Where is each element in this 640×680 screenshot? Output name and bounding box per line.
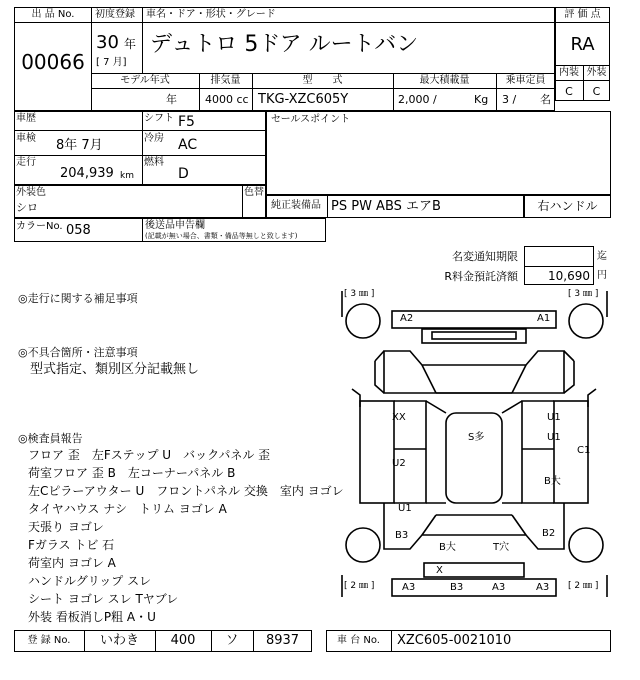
first-reg-label: 初度登録 [95,9,135,20]
capacity: 3 / [502,93,517,106]
lot-no: 00066 [21,50,85,74]
lot-no-label: 出 品 No. [31,9,75,20]
mark-u1-c: U1 [398,503,412,514]
first-reg-year-unit: 年 [124,37,137,51]
driving-header: ◎走行に関する補足事項 [18,292,138,305]
details-box [14,111,266,185]
interior-grade: C [565,85,573,98]
fuel-value: D [178,166,189,182]
reg-label: 登 録 No. [27,635,71,646]
reg-number: 8937 [265,633,300,648]
mark-u1-a: U1 [547,412,561,423]
mileage-value: 204,939 [60,166,114,181]
model: TKG-XZC605Y [258,92,349,107]
reg-kana: ソ [225,633,239,648]
model-year-unit: 年 [166,93,177,106]
fuel-label: 燃料 [144,157,164,168]
color-change-label: 色替 [244,187,264,198]
equipment: PS PW ABS エアB [331,199,441,214]
tire-front-left: [ 3 ㎜ ] [344,289,375,299]
vehicle-outline [340,289,611,601]
mark-x: X [436,565,443,576]
report-line: ハンドルグリップ スレ [28,574,152,588]
displacement-label: 排気量 [210,75,241,86]
ac-value: AC [178,137,198,153]
mileage-label: 走行 [16,157,36,168]
displacement: 4000 cc [205,93,249,106]
capacity-label: 乗車定員 [505,75,546,86]
tire-rear-left: [ 2 ㎜ ] [344,581,375,591]
aftermarket-note: (記載が無い場合、書類・備品等無しと致します) [145,232,298,240]
interior-label: 内装 [559,67,579,78]
mark-b-dai-right: B大 [544,476,561,487]
mark-b-dai-bottom: B大 [439,542,456,553]
notice-unit: 迄 [597,251,607,262]
reg-class: 400 [170,633,196,648]
recycle-value: 10,690 [548,269,590,283]
defects-line-1: 型式指定、類別区分記載無し [30,362,200,377]
shift-value: F5 [178,114,195,130]
handle: 右ハンドル [537,199,598,213]
exterior-grade: C [592,85,601,98]
mark-b2: B2 [542,528,556,539]
mark-b3-bottom: B3 [450,582,464,593]
mark-a2: A2 [400,313,414,324]
inspector-header: ◎検査員報告 [18,432,83,445]
model-label: 型 式 [302,75,343,86]
report-line: 天張り ヨゴレ [28,520,104,534]
mark-xx: XX [392,412,406,423]
report-line: 左Cピラーアウター U フロントパネル 交換 室内 ヨゴレ [28,484,344,498]
report-line: タイヤハウス ナシ トリム ヨゴレ A [28,502,227,516]
report-line: Fガラス トビ 石 [28,538,115,552]
recycle-label: R料金預託済額 [444,270,518,283]
chassis: XZC605-0021010 [397,633,512,648]
mark-u1-b: U1 [547,432,561,443]
aftermarket-label: 後送品申告欄 [145,220,205,231]
rating-label: 評 価 点 [564,9,601,20]
report-line: 荷室内 ヨゴレ A [28,556,116,570]
color-no: 058 [66,223,91,238]
damage-diagram [340,289,611,601]
mark-u2: U2 [392,458,406,469]
first-reg-month: [ 7 月] [96,57,127,68]
equipment-label: 純正装備品 [271,200,321,211]
report-line: 外装 看板消しP粗 A・U [28,610,156,624]
mark-a1: A1 [537,313,551,324]
notice-box [524,246,594,267]
mark-a3-right: A3 [536,582,550,593]
sales-point-label: セールスポイント [271,114,351,125]
ext-color-label: 外装色 [16,187,46,198]
color-no-label: カラーNo. [16,221,63,232]
report-line: フロア 歪 左Fステップ U バックパネル 歪 [28,448,271,462]
report-line: シート ヨゴレ スレ Tヤブレ [28,592,179,606]
max-load-unit: Kg [474,93,489,106]
mark-a3-left: A3 [402,582,416,593]
mark-s-multi: S多 [468,432,485,443]
first-reg-year: 30 [96,32,119,53]
mark-b3-left: B3 [395,530,409,541]
max-load-label: 最大積載量 [419,75,470,86]
shift-label: シフト [144,113,174,124]
ext-color: シロ [16,201,38,214]
history-label: 車歴 [16,113,36,124]
report-line: 荷室フロア 歪 B 左コーナーパネル B [28,466,236,480]
recycle-unit: 円 [597,270,607,281]
model-year-label: モデル年式 [120,75,170,86]
notice-label: 名変通知期限 [452,250,518,263]
reg-area: いわき [99,633,139,648]
tire-rear-right: [ 2 ㎜ ] [568,581,599,591]
inspection-label: 車検 [16,133,36,144]
ext-color-box [14,185,266,218]
mark-t-ana: T穴 [493,542,510,553]
capacity-unit: 名 [540,93,551,106]
car-name-label: 車名・ドア・形状・グレード [146,9,276,20]
exterior-label: 外装 [586,67,607,78]
rating: RA [570,34,595,55]
ac-label: 冷房 [144,133,164,144]
mileage-unit: km [120,171,134,181]
car-name: デュトロ 5ドア ルートバン [150,32,419,57]
inspection-value: 8年 7月 [56,138,103,153]
mark-a3-mid: A3 [492,582,506,593]
chassis-label: 車 台 No. [337,635,380,646]
max-load: 2,000 / [398,93,437,106]
tire-front-right: [ 3 ㎜ ] [568,289,599,299]
defects-header: ◎不具合箇所・注意事項 [18,346,138,359]
mark-c1: C1 [577,445,591,456]
